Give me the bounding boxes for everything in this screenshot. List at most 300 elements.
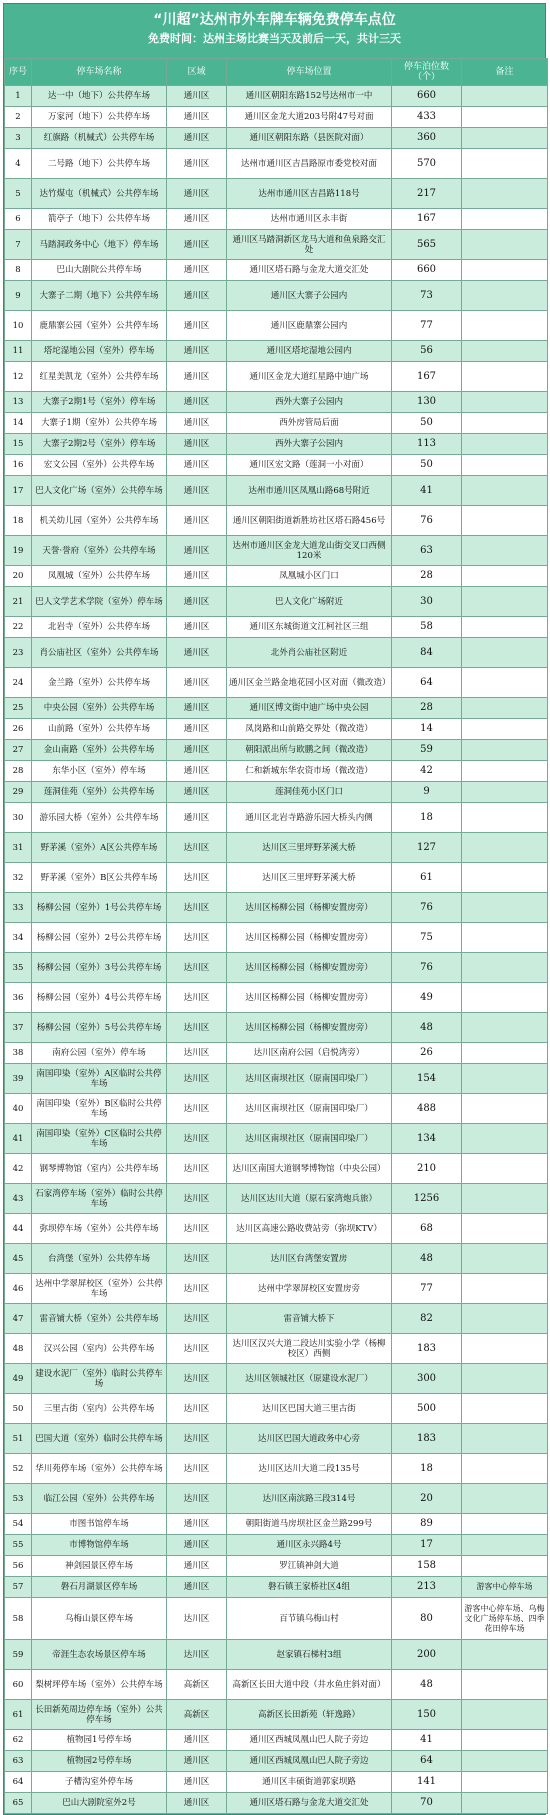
cell-area: 达川区 xyxy=(167,1244,227,1274)
cell-note xyxy=(462,1094,548,1124)
cell-note xyxy=(462,86,548,107)
cell-area: 通川区 xyxy=(167,341,227,362)
cell-name: 临江公园（室外）公共停车场 xyxy=(32,1484,167,1514)
cell-location: 百节镇乌梅山村 xyxy=(227,1598,392,1640)
table-row xyxy=(5,1124,548,1154)
cell-name: 中央公园（室外）公共停车场 xyxy=(32,698,167,719)
cell-capacity: 17 xyxy=(392,1535,462,1556)
cell-note xyxy=(462,1484,548,1514)
cell-name: 山前路（室外）公共停车场 xyxy=(32,719,167,740)
cell-name: 大寨子2期1号（室外）停车场 xyxy=(32,392,167,413)
cell-no: 16 xyxy=(5,455,32,476)
cell-capacity: 84 xyxy=(392,638,462,668)
cell-location: 通川区东城街道文江柯社区三组 xyxy=(227,617,392,638)
cell-area: 通川区 xyxy=(167,1772,227,1793)
cell-note xyxy=(462,506,548,536)
table-row xyxy=(5,638,548,668)
cell-no: 5 xyxy=(5,179,32,209)
table-row xyxy=(5,86,548,107)
cell-no: 13 xyxy=(5,392,32,413)
cell-area: 高新区 xyxy=(167,1700,227,1730)
cell-note xyxy=(462,434,548,455)
cell-capacity: 50 xyxy=(392,413,462,434)
cell-capacity: 167 xyxy=(392,209,462,230)
cell-no: 47 xyxy=(5,1304,32,1334)
cell-area: 通川区 xyxy=(167,782,227,803)
cell-no: 1 xyxy=(5,86,32,107)
cell-area: 达川区 xyxy=(167,1214,227,1244)
cell-area: 达川区 xyxy=(167,1394,227,1424)
cell-name: 游乐园大桥（室外）公共停车场 xyxy=(32,803,167,833)
table-row xyxy=(5,1772,548,1793)
cell-area: 通川区 xyxy=(167,107,227,128)
cell-capacity: 77 xyxy=(392,311,462,341)
cell-name: 宏文公园（室外）公共停车场 xyxy=(32,455,167,476)
cell-area: 达川区 xyxy=(167,923,227,953)
cell-capacity: 48 xyxy=(392,1244,462,1274)
table-row xyxy=(5,1094,548,1124)
cell-note xyxy=(462,638,548,668)
cell-location: 通川区朝阳东路（县医院对面） xyxy=(227,128,392,149)
cell-name: 凤凰城（室外）公共停车场 xyxy=(32,566,167,587)
cell-area: 达川区 xyxy=(167,1640,227,1670)
table-row xyxy=(5,761,548,782)
cell-name: 巴国大道（室外）临时公共停车场 xyxy=(32,1424,167,1454)
cell-note xyxy=(462,1772,548,1793)
table-row xyxy=(5,1793,548,1814)
cell-location: 达川区达川大道（原石家湾炮兵旅） xyxy=(227,1184,392,1214)
table-row xyxy=(5,1484,548,1514)
cell-capacity: 50 xyxy=(392,455,462,476)
cell-name: 马踏洞政务中心（地下）停车场 xyxy=(32,230,167,260)
cell-area: 达川区 xyxy=(167,1424,227,1454)
table-row xyxy=(5,1598,548,1640)
cell-no: 35 xyxy=(5,953,32,983)
cell-name: 杨柳公园（室外）1号公共停车场 xyxy=(32,893,167,923)
cell-note xyxy=(462,1043,548,1064)
cell-note xyxy=(462,392,548,413)
cell-capacity: 59 xyxy=(392,740,462,761)
cell-area: 通川区 xyxy=(167,1514,227,1535)
cell-capacity: 660 xyxy=(392,86,462,107)
table-row xyxy=(5,782,548,803)
cell-area: 通川区 xyxy=(167,209,227,230)
cell-area: 通川区 xyxy=(167,719,227,740)
table-row xyxy=(5,1556,548,1577)
cell-no: 40 xyxy=(5,1094,32,1124)
cell-capacity: 48 xyxy=(392,1670,462,1700)
cell-no: 19 xyxy=(5,536,32,566)
table-row xyxy=(5,1640,548,1670)
cell-location: 通川区博文街中迪广场中央公园 xyxy=(227,698,392,719)
cell-capacity: 76 xyxy=(392,506,462,536)
cell-area: 通川区 xyxy=(167,362,227,392)
table-row xyxy=(5,833,548,863)
cell-name: 野茅溪（室外）A区公共停车场 xyxy=(32,833,167,863)
cell-note xyxy=(462,983,548,1013)
cell-capacity: 63 xyxy=(392,536,462,566)
cell-location: 仁和新城东华农资市场（微改造） xyxy=(227,761,392,782)
cell-name: 三里古街（室内）公共停车场 xyxy=(32,1394,167,1424)
cell-note xyxy=(462,1304,548,1334)
cell-no: 41 xyxy=(5,1124,32,1154)
cell-area: 通川区 xyxy=(167,668,227,698)
cell-location: 达川区南滨路三段314号 xyxy=(227,1484,392,1514)
cell-area: 通川区 xyxy=(167,638,227,668)
cell-location: 西外大寨子公园内 xyxy=(227,434,392,455)
cell-capacity: 488 xyxy=(392,1094,462,1124)
cell-location: 朝阳街道马房坝社区金兰路299号 xyxy=(227,1514,392,1535)
cell-capacity: 41 xyxy=(392,1730,462,1751)
cell-name: 达一中（地下）公共停车场 xyxy=(32,86,167,107)
table-row xyxy=(5,230,548,260)
cell-capacity: 76 xyxy=(392,953,462,983)
cell-location: 雷音铺大桥下 xyxy=(227,1304,392,1334)
cell-location: 达川区南国大道钢琴博物馆（中央公园） xyxy=(227,1154,392,1184)
parking-table xyxy=(4,58,548,1814)
cell-note xyxy=(462,1013,548,1043)
cell-location: 罗江镇神剑大道 xyxy=(227,1556,392,1577)
table-row xyxy=(5,719,548,740)
cell-location: 通川区金龙大道红星路中迪广场 xyxy=(227,362,392,392)
cell-name: 巴人文学艺术学院（室外）停车场 xyxy=(32,587,167,617)
cell-name: 莲洞佳苑（室外）公共停车场 xyxy=(32,782,167,803)
cell-location: 通川区北岩寺路游乐园大桥头内侧 xyxy=(227,803,392,833)
cell-note xyxy=(462,803,548,833)
cell-location: 通川区西城凤凰山巴人院子旁边 xyxy=(227,1751,392,1772)
col-header-location: 停车场位置 xyxy=(227,59,392,86)
table-row xyxy=(5,1751,548,1772)
cell-location: 达川区杨柳公园（杨柳安置房旁） xyxy=(227,983,392,1013)
cell-no: 36 xyxy=(5,983,32,1013)
table-row xyxy=(5,392,548,413)
cell-capacity: 565 xyxy=(392,230,462,260)
cell-name: 二号路（地下）公共停车场 xyxy=(32,149,167,179)
table-row xyxy=(5,107,548,128)
cell-no: 8 xyxy=(5,260,32,281)
cell-capacity: 130 xyxy=(392,392,462,413)
cell-note xyxy=(462,311,548,341)
cell-name: 南国印染（室外）A区临时公共停车场 xyxy=(32,1064,167,1094)
cell-no: 50 xyxy=(5,1394,32,1424)
cell-area: 通川区 xyxy=(167,149,227,179)
cell-location: 达川区杨柳公园（杨柳安置房旁） xyxy=(227,923,392,953)
table-row xyxy=(5,1730,548,1751)
cell-note xyxy=(462,1556,548,1577)
cell-location: 达川区三里坪野茅溪大桥 xyxy=(227,833,392,863)
cell-area: 通川区 xyxy=(167,698,227,719)
cell-no: 12 xyxy=(5,362,32,392)
cell-name: 金兰路（室外）公共停车场 xyxy=(32,668,167,698)
cell-location: 通川区金龙大道203号附47号对面 xyxy=(227,107,392,128)
cell-name: 子槽沟室外停车场 xyxy=(32,1772,167,1793)
cell-note xyxy=(462,149,548,179)
cell-capacity: 61 xyxy=(392,863,462,893)
page-title: “川超”达州市外车牌车辆免费停车点位 xyxy=(153,12,396,28)
cell-area: 通川区 xyxy=(167,434,227,455)
cell-capacity: 68 xyxy=(392,1214,462,1244)
cell-name: 大寨子1期（室外）公共停车场 xyxy=(32,413,167,434)
cell-no: 31 xyxy=(5,833,32,863)
table-row xyxy=(5,983,548,1013)
cell-area: 通川区 xyxy=(167,413,227,434)
cell-no: 63 xyxy=(5,1751,32,1772)
cell-name: 石家湾停车场（室外）临时公共停车场 xyxy=(32,1184,167,1214)
cell-capacity: 141 xyxy=(392,1772,462,1793)
table-row xyxy=(5,281,548,311)
cell-area: 通川区 xyxy=(167,311,227,341)
cell-location: 通川区马踏洞新区龙马大道和鱼泉路交汇处 xyxy=(227,230,392,260)
cell-no: 7 xyxy=(5,230,32,260)
cell-area: 通川区 xyxy=(167,128,227,149)
cell-no: 17 xyxy=(5,476,32,506)
cell-name: 弥坝停车场（室外）公共停车场 xyxy=(32,1214,167,1244)
cell-note xyxy=(462,782,548,803)
cell-name: 杨柳公园（室外）4号公共停车场 xyxy=(32,983,167,1013)
cell-capacity: 76 xyxy=(392,893,462,923)
cell-capacity: 500 xyxy=(392,1394,462,1424)
table-row xyxy=(5,1304,548,1334)
cell-no: 61 xyxy=(5,1700,32,1730)
cell-note xyxy=(462,1700,548,1730)
table-row xyxy=(5,1274,548,1304)
cell-area: 通川区 xyxy=(167,566,227,587)
cell-note xyxy=(462,209,548,230)
cell-area: 达川区 xyxy=(167,983,227,1013)
cell-name: 鹿鼎寨公园（室外）公共停车场 xyxy=(32,311,167,341)
cell-name: 北岩寺（室外）公共停车场 xyxy=(32,617,167,638)
col-header-capacity: 停车泊位数（个） xyxy=(392,59,462,86)
cell-name: 南府公园（室外）停车场 xyxy=(32,1043,167,1064)
cell-capacity: 113 xyxy=(392,434,462,455)
cell-note xyxy=(462,923,548,953)
cell-no: 45 xyxy=(5,1244,32,1274)
table-row xyxy=(5,1334,548,1364)
cell-location: 通川区丰硕街道郭家坝路 xyxy=(227,1772,392,1793)
cell-area: 通川区 xyxy=(167,1535,227,1556)
cell-capacity: 20 xyxy=(392,1484,462,1514)
table-row xyxy=(5,1154,548,1184)
cell-name: 神剑园景区停车场 xyxy=(32,1556,167,1577)
cell-no: 42 xyxy=(5,1154,32,1184)
cell-location: 达州市通川区凤凰山路68号附近 xyxy=(227,476,392,506)
cell-area: 达川区 xyxy=(167,953,227,983)
cell-no: 48 xyxy=(5,1334,32,1364)
cell-capacity: 158 xyxy=(392,1556,462,1577)
cell-name: 达州中学翠屏校区（室外）公共停车场 xyxy=(32,1274,167,1304)
cell-location: 达川区杨柳公园（杨柳安置房旁） xyxy=(227,1013,392,1043)
table-row xyxy=(5,434,548,455)
parking-table-sheet xyxy=(3,3,546,1815)
cell-capacity: 18 xyxy=(392,1454,462,1484)
cell-note xyxy=(462,1064,548,1094)
table-row xyxy=(5,1064,548,1094)
cell-note xyxy=(462,1184,548,1214)
cell-area: 通川区 xyxy=(167,455,227,476)
cell-note xyxy=(462,1793,548,1814)
cell-no: 57 xyxy=(5,1577,32,1598)
cell-no: 27 xyxy=(5,740,32,761)
table-row xyxy=(5,1013,548,1043)
cell-location: 达川区杨柳公园（杨柳安置房旁） xyxy=(227,893,392,923)
table-row xyxy=(5,362,548,392)
cell-name: 巴人文化广场（室外）公共停车场 xyxy=(32,476,167,506)
cell-name: 野茅溪（室外）B区公共停车场 xyxy=(32,863,167,893)
table-row xyxy=(5,1244,548,1274)
cell-note xyxy=(462,1424,548,1454)
cell-capacity: 41 xyxy=(392,476,462,506)
cell-area: 通川区 xyxy=(167,260,227,281)
cell-location: 通川区朝阳街道新胜坊社区塔石路456号 xyxy=(227,506,392,536)
cell-capacity: 75 xyxy=(392,923,462,953)
cell-note xyxy=(462,761,548,782)
cell-capacity: 73 xyxy=(392,281,462,311)
table-row xyxy=(5,566,548,587)
table-row xyxy=(5,740,548,761)
cell-area: 通川区 xyxy=(167,86,227,107)
cell-capacity: 26 xyxy=(392,1043,462,1064)
cell-no: 15 xyxy=(5,434,32,455)
page-subtitle: 免费时间：达州主场比赛当天及前后一天，共计三天 xyxy=(148,32,401,45)
cell-capacity: 433 xyxy=(392,107,462,128)
cell-no: 14 xyxy=(5,413,32,434)
cell-note xyxy=(462,341,548,362)
cell-location: 达川区汉兴大道二段达川实验小学（杨柳校区）西侧 xyxy=(227,1334,392,1364)
cell-name: 植物园2号停车场 xyxy=(32,1751,167,1772)
cell-name: 大寨子2期2号（室外）停车场 xyxy=(32,434,167,455)
cell-no: 10 xyxy=(5,311,32,341)
cell-location: 高新区长田大道中段（井水鱼庄斜对面） xyxy=(227,1670,392,1700)
cell-note xyxy=(462,281,548,311)
cell-location: 达川区南府公园（启悦湾旁） xyxy=(227,1043,392,1064)
cell-area: 通川区 xyxy=(167,1577,227,1598)
cell-name: 市图书馆停车场 xyxy=(32,1514,167,1535)
cell-location: 达州市通川区永丰街 xyxy=(227,209,392,230)
cell-capacity: 64 xyxy=(392,668,462,698)
cell-capacity: 154 xyxy=(392,1064,462,1094)
cell-note xyxy=(462,1394,548,1424)
cell-location: 达川区达川大道二段135号 xyxy=(227,1454,392,1484)
cell-capacity: 58 xyxy=(392,617,462,638)
cell-location: 通川区永兴路4号 xyxy=(227,1535,392,1556)
cell-note xyxy=(462,230,548,260)
cell-location: 北外肖公庙社区附近 xyxy=(227,638,392,668)
cell-name: 东华小区（室外）停车场 xyxy=(32,761,167,782)
cell-note xyxy=(462,668,548,698)
cell-name: 杨柳公园（室外）5号公共停车场 xyxy=(32,1013,167,1043)
table-row xyxy=(5,1670,548,1700)
cell-capacity: 28 xyxy=(392,566,462,587)
cell-location: 通川区西城凤凰山巴人院子旁边 xyxy=(227,1730,392,1751)
cell-note xyxy=(462,1274,548,1304)
cell-name: 钢琴博物馆（室内）公共停车场 xyxy=(32,1154,167,1184)
cell-location: 达川区高速公路收费站旁（弥坝KTV） xyxy=(227,1214,392,1244)
cell-area: 达川区 xyxy=(167,1154,227,1184)
cell-note xyxy=(462,1535,548,1556)
cell-no: 46 xyxy=(5,1274,32,1304)
cell-area: 达川区 xyxy=(167,1094,227,1124)
table-row xyxy=(5,698,548,719)
table-row xyxy=(5,863,548,893)
cell-capacity: 80 xyxy=(392,1598,462,1640)
cell-location: 凤岗路和山前路交界处（微改造） xyxy=(227,719,392,740)
cell-no: 38 xyxy=(5,1043,32,1064)
table-row xyxy=(5,1184,548,1214)
cell-name: 杨柳公园（室外）3号公共停车场 xyxy=(32,953,167,983)
cell-location: 达川区领城社区（原建设水泥厂） xyxy=(227,1364,392,1394)
cell-note xyxy=(462,179,548,209)
cell-name: 雷音铺大桥（室外）公共停车场 xyxy=(32,1304,167,1334)
cell-area: 通川区 xyxy=(167,1556,227,1577)
cell-capacity: 14 xyxy=(392,719,462,740)
cell-name: 大寨子二期（地下）公共停车场 xyxy=(32,281,167,311)
cell-name: 建设水泥厂（室外）临时公共停车场 xyxy=(32,1364,167,1394)
cell-location: 达川区巴国大道政务中心旁 xyxy=(227,1424,392,1454)
cell-note xyxy=(462,1154,548,1184)
cell-name: 巴山大剧院室外2号 xyxy=(32,1793,167,1814)
cell-capacity: 150 xyxy=(392,1700,462,1730)
cell-note: 游客中心停车场、乌梅文化广场停车场、四季花田停车场 xyxy=(462,1598,548,1640)
table-row xyxy=(5,179,548,209)
cell-no: 6 xyxy=(5,209,32,230)
cell-note xyxy=(462,566,548,587)
cell-name: 箭亭子（地下）公共停车场 xyxy=(32,209,167,230)
cell-location: 通川区大寨子公园内 xyxy=(227,281,392,311)
cell-capacity: 183 xyxy=(392,1424,462,1454)
cell-no: 33 xyxy=(5,893,32,923)
cell-note xyxy=(462,1514,548,1535)
cell-name: 红星美凯龙（室外）公共停车场 xyxy=(32,362,167,392)
cell-area: 通川区 xyxy=(167,536,227,566)
cell-note xyxy=(462,536,548,566)
cell-location: 通川区塔石路与金龙大道交汇处 xyxy=(227,260,392,281)
cell-note xyxy=(462,953,548,983)
cell-name: 梨树坪停车场（室外）公共停车场 xyxy=(32,1670,167,1700)
table-row xyxy=(5,1577,548,1598)
cell-no: 62 xyxy=(5,1730,32,1751)
cell-note xyxy=(462,617,548,638)
cell-no: 55 xyxy=(5,1535,32,1556)
cell-area: 通川区 xyxy=(167,1751,227,1772)
cell-no: 3 xyxy=(5,128,32,149)
cell-capacity: 134 xyxy=(392,1124,462,1154)
cell-location: 赵家镇石梯村3组 xyxy=(227,1640,392,1670)
cell-note xyxy=(462,1670,548,1700)
table-header-row xyxy=(5,59,548,86)
cell-note xyxy=(462,1364,548,1394)
cell-no: 51 xyxy=(5,1424,32,1454)
cell-location: 莲洞佳苑小区门口 xyxy=(227,782,392,803)
cell-area: 通川区 xyxy=(167,392,227,413)
cell-no: 24 xyxy=(5,668,32,698)
cell-note xyxy=(462,893,548,923)
table-row xyxy=(5,455,548,476)
cell-capacity: 82 xyxy=(392,1304,462,1334)
cell-name: 南国印染（室外）C区临时公共停车场 xyxy=(32,1124,167,1154)
cell-capacity: 42 xyxy=(392,761,462,782)
cell-capacity: 9 xyxy=(392,782,462,803)
col-header-no: 序号 xyxy=(5,59,32,86)
table-row xyxy=(5,1454,548,1484)
cell-no: 37 xyxy=(5,1013,32,1043)
cell-capacity: 48 xyxy=(392,1013,462,1043)
cell-no: 64 xyxy=(5,1772,32,1793)
cell-capacity: 217 xyxy=(392,179,462,209)
cell-no: 20 xyxy=(5,566,32,587)
cell-area: 通川区 xyxy=(167,587,227,617)
cell-area: 达川区 xyxy=(167,1274,227,1304)
cell-location: 通川区宏文路（莲洞一小对面） xyxy=(227,455,392,476)
